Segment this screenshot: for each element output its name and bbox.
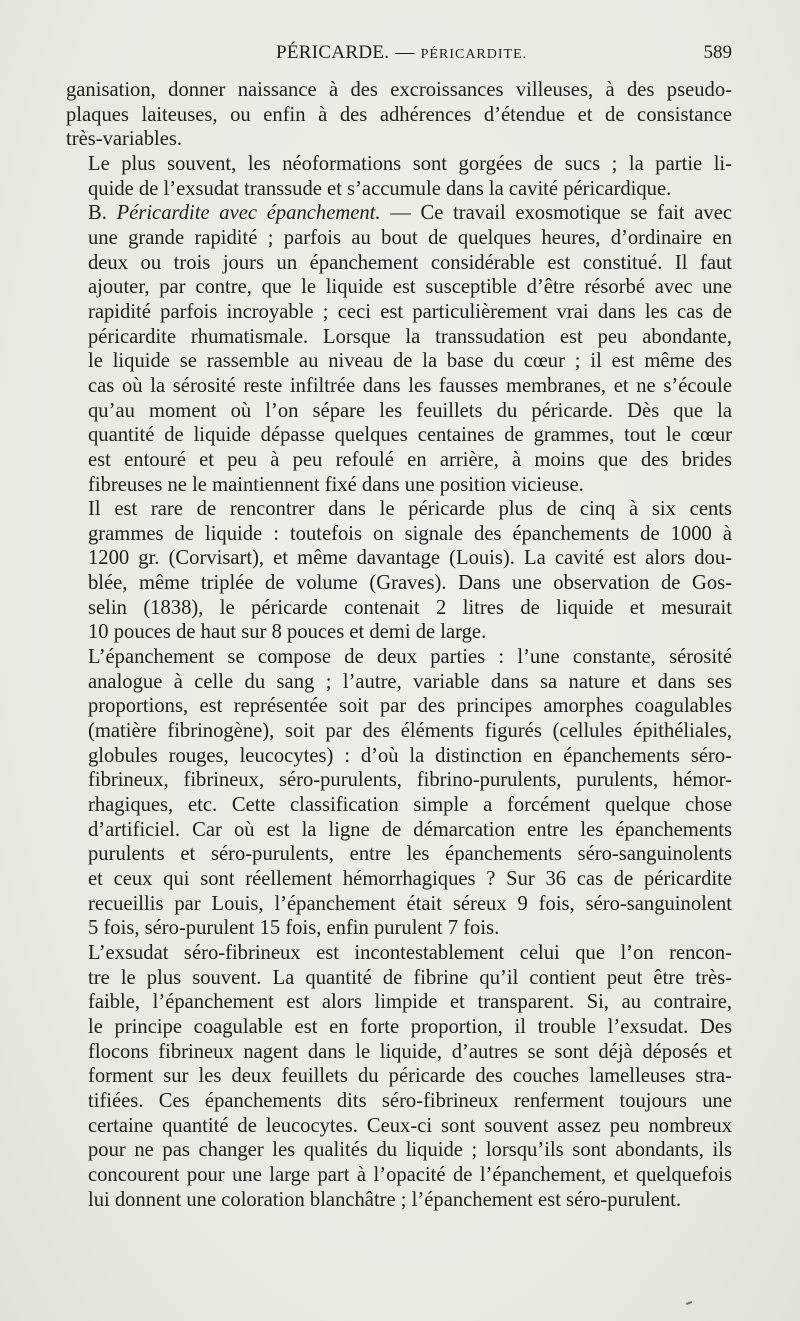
text-line: cas où la sérosité reste infiltrée dans les fausses membranes, et ne s’écoule <box>88 374 732 397</box>
paragraph-section-b <box>66 201 732 497</box>
text-line <box>66 201 732 226</box>
text-line: fibrineux, fibrineux, séro-purulents, fibrino-purulents, purulents, hémor- <box>88 769 732 792</box>
text-line: Le plus souvent, les néoformations sont gorgées de sucs ; la partie li- <box>88 152 732 175</box>
section-mark: B. <box>88 202 107 225</box>
text-line: proportions, est représentée soit par des principes amorphes coagulables <box>88 695 732 718</box>
page-number: 589 <box>703 42 732 63</box>
text-line: 10 pouces de haut sur 8 pouces et demi de large. <box>88 621 487 644</box>
text-line: tifiées. Ces épanchements dits séro-fibrineux renferment toujours une <box>88 1089 732 1112</box>
text-line: flocons fibrineux nagent dans le liquide, d’autres se sont déjà déposés et <box>88 1040 732 1063</box>
running-title-dash: — <box>395 42 415 63</box>
text-line: selin (1838), le péricarde contenait 2 litres de liquide et mesurait <box>88 596 732 619</box>
text-line: grammes de liquide : toutefois on signale des épanchements de 1000 à <box>88 522 732 545</box>
text-line: le principe coagulable est en forte proportion, il trouble l’exsudat. Des <box>88 1015 732 1038</box>
text-line: pour ne pas changer les qualités du liquide ; lorsqu’ils sont abondants, ils <box>88 1139 732 1162</box>
text-line: 5 fois, séro-purulent 15 fois, enfin purulent 7 fois. <box>88 917 500 940</box>
text-line: d’artificiel. Car où est la ligne de démarcation entre les épanchements <box>88 818 732 841</box>
running-title-sub: PÉRICARDITE. <box>420 47 528 62</box>
paragraph <box>66 78 732 152</box>
text-line: fibreuses ne le maintiennent fixé dans une position vicieuse. <box>88 473 584 496</box>
text-line: quide de l’exsudat transsude et s’accumule dans la cavité péricardique. <box>88 177 672 200</box>
ink-speck <box>686 1301 692 1305</box>
text-line: plaques laiteuses, ou enfin à des adhérences d’étendue et de consistance <box>66 103 732 126</box>
text-line: L’exsudat séro-fibrineux est incontestablement celui que l’on rencon- <box>88 941 732 964</box>
text-line: blée, même triplée de volume (Graves). Dans une observation de Gos- <box>88 572 732 595</box>
paragraph <box>66 497 732 645</box>
text-line: rapidité parfois incroyable ; ceci est particulièrement vrai dans les cas de <box>88 300 732 323</box>
text-line: purulents et séro-purulents, entre les épanchements séro-sanguinolents <box>88 843 732 866</box>
paragraph <box>66 941 732 1212</box>
text-line: quantité de liquide dépasse quelques centaines de grammes, tout le cœur <box>88 424 732 447</box>
text-line: péricardite rhumatismale. Lorsque la transsudation est peu abondante, <box>88 325 732 348</box>
text-line: est entouré et peu à peu refoulé en arrière, à moins que des brides <box>88 448 732 471</box>
text-line: forment sur les deux feuillets du péricarde des couches lamelleuses stra- <box>88 1065 732 1088</box>
running-title-main: PÉRICARDE. <box>276 42 390 63</box>
text-line: tre le plus souvent. La quantité de fibrine qu’il contient peut être très- <box>88 966 732 989</box>
section-heading: Péricardite avec épanchement. <box>116 202 381 225</box>
text-line: ajouter, par contre, que le liquide est susceptible d’être résorbé avec une <box>88 276 732 299</box>
text-line: et ceux qui sont réellement hémorrhagiques ? Sur 36 cas de péricardite <box>88 868 732 890</box>
text-line: analogue à celle du sang ; l’autre, variable dans sa nature et dans ses <box>88 670 732 693</box>
text-line: Il est rare de rencontrer dans le péricarde plus de cinq à six cents <box>88 498 732 521</box>
running-title <box>276 42 527 64</box>
text-line: ganisation, donner naissance à des excroissances villeuses, à des pseudo- <box>66 79 732 101</box>
text-line: (matière fibrinogène), soit par des éléments figurés (cellules épithéliales, <box>88 720 732 743</box>
paragraph <box>66 152 732 201</box>
text-line: certaine quantité de leucocytes. Ceux-ci sont souvent assez peu nombreux <box>88 1114 732 1137</box>
text-line: L’épanchement se compose de deux parties : l’une constante, sérosité <box>88 646 732 669</box>
running-head <box>66 42 732 68</box>
text-line: deux ou trois jours un épanchement considérable est constitué. Il faut <box>88 251 732 274</box>
body-text <box>66 78 732 1212</box>
text-line: recueillis par Louis, l’épanchement était séreux 9 fois, séro-sanguinolent <box>88 892 732 915</box>
text-line: lui donnent une coloration blanchâtre ; l’épanchement est séro-purulent. <box>88 1188 682 1211</box>
text-line: qu’au moment où l’on sépare les feuillets du péricarde. Dès que la <box>88 399 732 422</box>
text-line: 1200 gr. (Corvisart), et même davantage (Louis). La cavité est alors dou- <box>88 547 732 570</box>
text-line: faible, l’épanchement est alors limpide et transparent. Si, au contraire, <box>88 991 732 1014</box>
text-line: concourent pour une large part à l’opacité de l’épanchement, et quelquefois <box>88 1163 732 1186</box>
text-line: rhagiques, etc. Cette classification simple a forcément quelque chose <box>88 794 732 817</box>
text-line: globules rouges, leucocytes) : d’où la distinction en épanchements séro- <box>88 744 732 767</box>
text-line: le liquide se rassemble au niveau de la base du cœur ; il est même des <box>88 350 732 373</box>
text-line: une grande rapidité ; parfois au bout de quelques heures, d’ordinaire en <box>88 226 732 249</box>
section-lead-text: — Ce travail exosmotique se fait avec <box>380 202 732 225</box>
text-line: très-variables. <box>66 128 183 151</box>
paragraph <box>66 645 732 941</box>
